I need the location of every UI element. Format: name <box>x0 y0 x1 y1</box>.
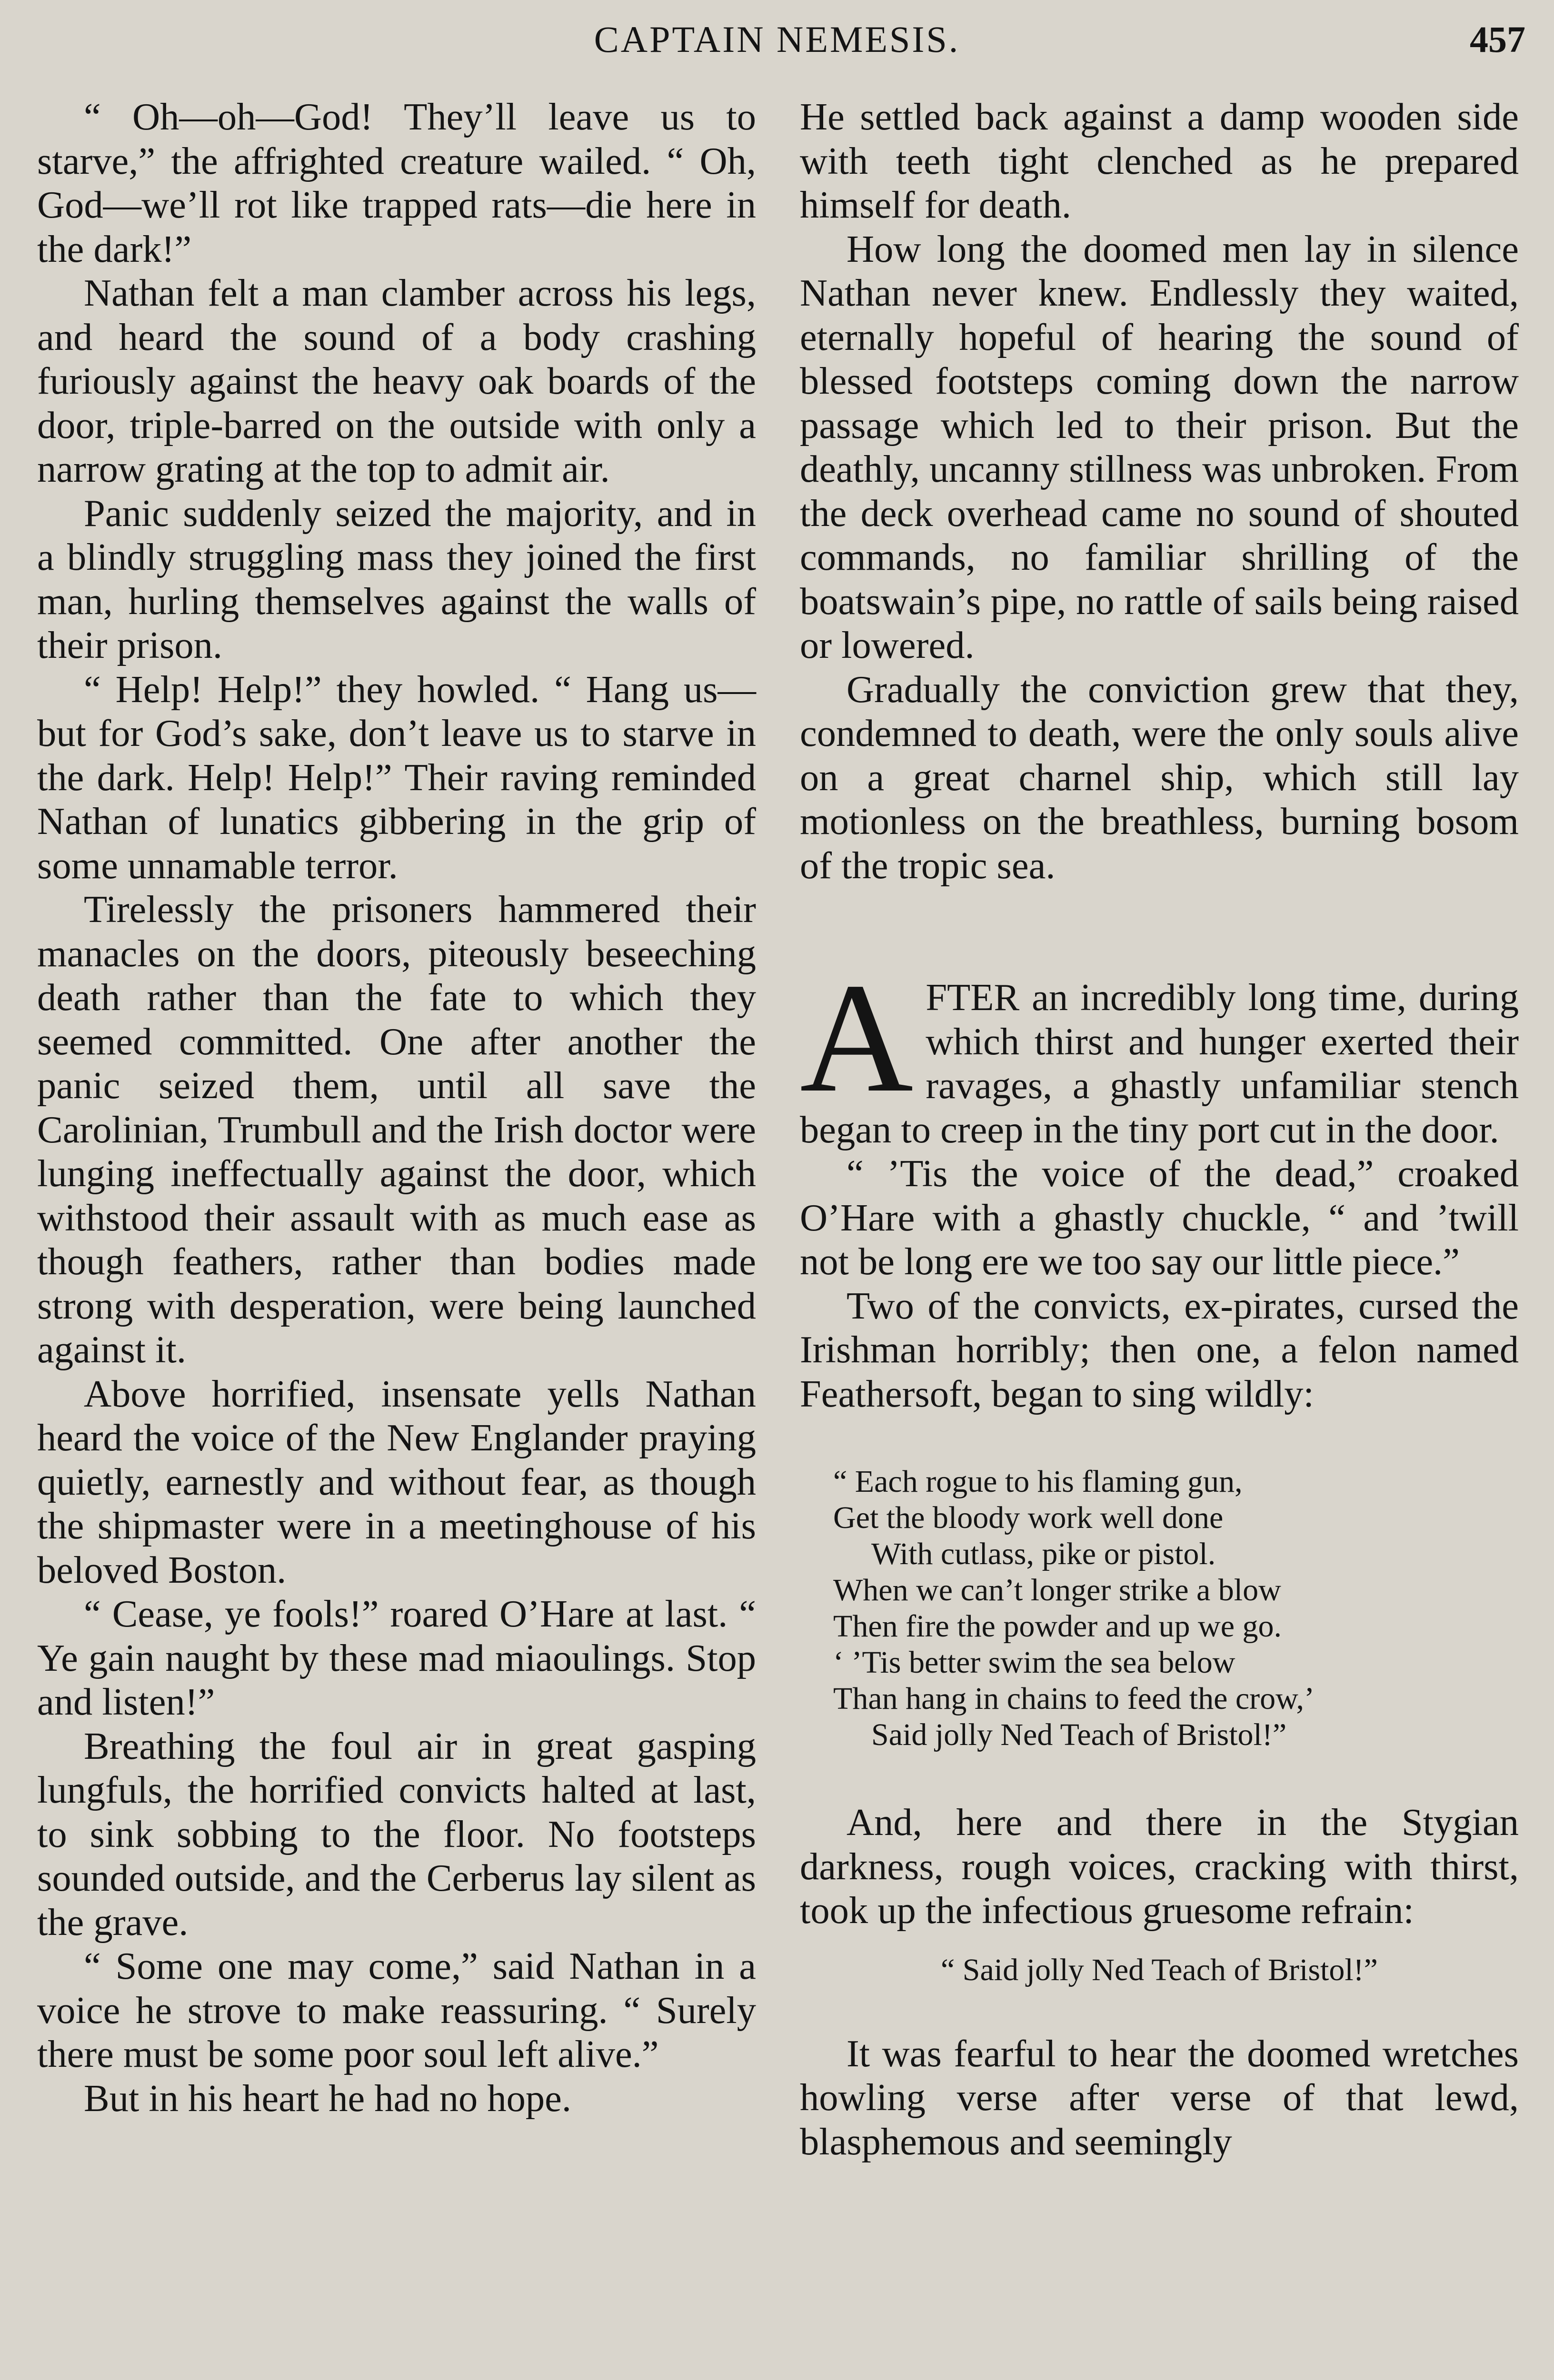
verse-line: With cutlass, pike or pistol. <box>871 1537 1216 1571</box>
left-column <box>37 95 756 2121</box>
paragraph: “ Oh—oh—God! They’ll leave us to starve,” the affrighted creature wailed. “ Oh, God—we’ll rot like trapped rats—die here in the dark!” <box>37 96 756 270</box>
verse-line: When we can’t longer strike a blow <box>833 1573 1281 1607</box>
paragraph: “ ’Tis the voice of the dead,” croaked O’Hare with a ghastly chuckle, “ and ’twill not be long ere we too say our little piece.” <box>800 1152 1519 1283</box>
refrain-line: “ Said jolly Ned Teach of Bristol!” <box>941 1952 1378 1987</box>
paragraph: Panic suddenly seized the majority, and in a blindly struggling mass they joined the first man, hurling themselves against the walls of their prison. <box>37 492 756 666</box>
paragraph: Above horrified, insensate yells Nathan heard the voice of the New Englander praying quietly, earnestly and without fear, as though the shipmaster were in a meetinghouse of his beloved Boston. <box>37 1372 756 1591</box>
paragraph: But in his heart he had no hope. <box>84 2077 571 2120</box>
page-number: 457 <box>1470 19 1525 60</box>
paragraph: It was fearful to hear the doomed wretches howling verse after verse of that lewd, blasphemous and seemingly <box>800 2032 1519 2163</box>
paragraph: “ Some one may come,” said Nathan in a voice he strove to make reassuring. “ Surely there must be some poor soul left alive.” <box>37 1945 756 2075</box>
paragraph: “ Cease, ye fools!” roared O’Hare at last. “ Ye gain naught by these mad miaoulings. Stop and listen!” <box>37 1593 756 1723</box>
paragraph: He settled back against a damp wooden side with teeth tight clenched as he prepared himself for death. <box>800 96 1519 226</box>
paragraph: “ Help! Help!” they howled. “ Hang us—but for God’s sake, don’t leave us to starve in the dark. Help! Help!” Their raving reminded Nathan of lunatics gibbering in the grip of some unnamable terror. <box>37 668 756 887</box>
running-title: CAPTAIN NEMESIS. <box>594 19 960 60</box>
verse-line: Then fire the powder and up we go. <box>833 1609 1282 1644</box>
verse-line: “ Each rogue to his flaming gun, <box>833 1464 1243 1499</box>
verse-line: Than hang in chains to feed the crow,’ <box>833 1681 1315 1716</box>
right-column <box>800 95 1519 2164</box>
paragraph-text: FTER an incredibly long time, during which thirst and hunger exerted their ravages, a ghastly unfamiliar stench began to creep in the tiny port cut in the door. <box>800 976 1519 1151</box>
paragraph: How long the doomed men lay in silence Nathan never knew. Endlessly they waited, eternally hopeful of hearing the sound of blessed footsteps coming down the narrow passage which led to their prison. But the deathly, uncanny stillness was unbroken. From the deck overhead came no sound of shouted commands, no familiar shrilling of the boatswain’s pipe, no rattle of sails being raised or lowered. <box>800 228 1519 666</box>
paragraph: Tirelessly the prisoners hammered their manacles on the doors, piteously beseeching death rather than the fate to which they seemed committed. One after another the panic seized them, until all save the Carolinian, Trumbull and the Irish doctor were lunging ineffectually against the door, which withstood their assault with as much ease as though feathers, rather than bodies made strong with desperation, were being launched against it. <box>37 888 756 1371</box>
paragraph: Gradually the conviction grew that they, condemned to death, were the only souls alive on a great charnel ship, which still lay motionless on the breathless, burning bosom of the tropic sea. <box>800 668 1519 887</box>
paragraph: Nathan felt a man clamber across his legs, and heard the sound of a body crashing furiously against the heavy oak boards of the door, triple-barred on the outside with only a narrow grating at the top to admit air. <box>37 272 756 490</box>
song-verse <box>833 1464 1519 1753</box>
verse-line: Get the bloody work well done <box>833 1500 1224 1535</box>
drop-cap: A <box>800 951 914 1125</box>
verse-line: ‘ ’Tis better swim the sea below <box>833 1645 1235 1680</box>
page-header <box>0 13 1554 66</box>
paragraph: And, here and there in the Stygian darkness, rough voices, cracking with thirst, took up the infectious gruesome refrain: <box>800 1801 1519 1932</box>
paragraph: Breathing the foul air in great gasping lungfuls, the horrified convicts halted at last, to sink sobbing to the floor. No footsteps sounded outside, and the Cerberus lay silent as the grave. <box>37 1725 756 1944</box>
dropcap-paragraph <box>800 951 1519 1152</box>
paragraph: Two of the convicts, ex-pirates, cursed the Irishman horribly; then one, a felon named Feathersoft, began to sing wildly: <box>800 1284 1519 1415</box>
verse-line: Said jolly Ned Teach of Bristol!” <box>871 1717 1287 1752</box>
